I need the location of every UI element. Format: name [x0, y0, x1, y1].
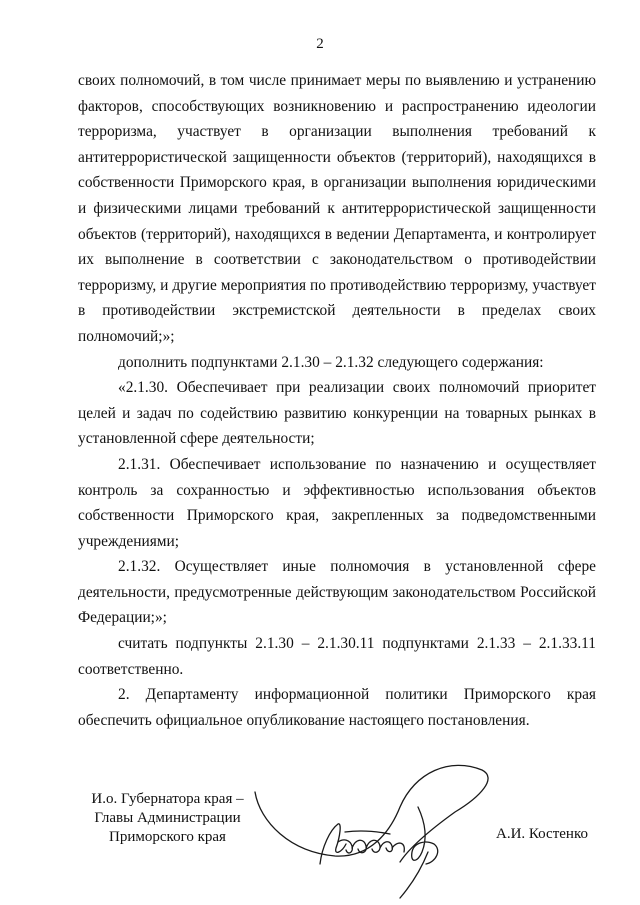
document-body: [78, 68, 596, 733]
signatory-name: А.И. Костенко: [496, 826, 588, 842]
paragraph: 2.1.31. Обеспечивает использование по назначению и осуществляет контроль за сохранностью и эффективностью использования объектов собственности Приморского края, закрепленных за подведомственными учреждениями;: [78, 455, 596, 550]
paragraph: своих полномочий, в том числе принимает меры по выявлению и устранению факторов, способствующих возникновению и распространению идеологии терроризма, участвует в организации выполнения требований к антитеррористической защищенности объектов (территорий), находящихся в собственности Приморского края, в организации выполнения юридическими и физическими лицами требований к антитеррористической защищенности объектов (территорий), находящихся в ведении Департамента, и контролирует их выполнение в соответствии с законодательством о противодействии терроризму, и другие мероприятия по противодействию терроризму, участвует в противодействии экстремистской деятельности в пределах своих полномочий;»;: [78, 72, 596, 345]
signatory-title-line: Приморского края: [109, 829, 226, 845]
signatory-title-line: И.о. Губернатора края –: [91, 791, 244, 807]
signatory-title: [80, 790, 255, 847]
page-number: 2: [316, 36, 324, 52]
paragraph: 2.1.32. Осуществляет иные полномочия в установленной сфере деятельности, предусмотренные действующим законодательством Российской Федерации;»;: [78, 558, 596, 627]
paragraph: 2. Департаменту информационной политики Приморского края обеспечить официальное опубликование настоящего постановления.: [78, 686, 596, 729]
handwritten-signature: [250, 752, 500, 902]
paragraph: дополнить подпунктами 2.1.30 – 2.1.32 следующего содержания:: [118, 353, 544, 371]
paragraph: «2.1.30. Обеспечивает при реализации своих полномочий приоритет целей и задач по содействию развитию конкуренции на товарных рынках в установленной сфере деятельности;: [78, 379, 596, 448]
signatory-title-line: Главы Администрации: [94, 810, 241, 826]
paragraph: считать подпункты 2.1.30 – 2.1.30.11 подпунктами 2.1.33 – 2.1.33.11 соответственно.: [78, 635, 596, 678]
